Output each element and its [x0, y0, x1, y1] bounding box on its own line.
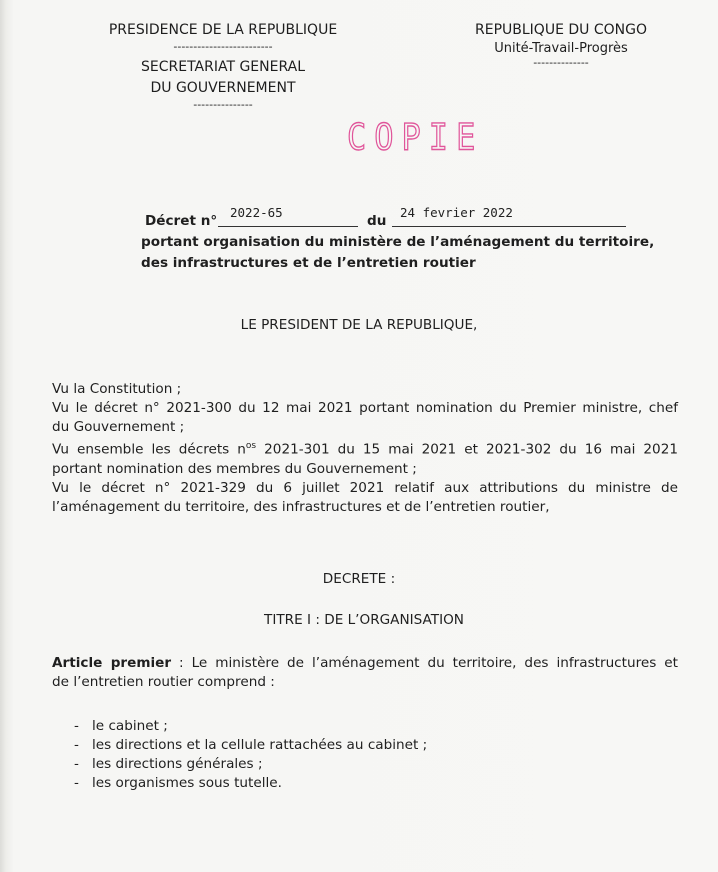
article-premier-line1 [52, 654, 678, 673]
decree-title-line2: des infrastructures et de l’entretien routier [141, 255, 476, 271]
decree-number-label: Décret n° [145, 213, 218, 229]
visas-block [52, 380, 678, 517]
decree-date-underline [392, 226, 626, 227]
header-right-separator: -------------- [533, 56, 589, 69]
visa-decrets-301-302-line1 [52, 437, 678, 460]
header-left-line3: DU GOUVERNEMENT [150, 80, 296, 96]
article-premier-line2: de l’entretien routier comprend : [52, 674, 275, 690]
list-item: - les directions générales ; [70, 755, 630, 774]
header-left-line1: PRESIDENCE DE LA REPUBLIQUE [108, 22, 338, 38]
visa-decret-329-line2: l’aménagement du territoire, des infrastructures et de l’entretien routier, [52, 498, 550, 515]
visa-decrets-301-302-line2: portant nomination des membres du Gouvernement ; [52, 460, 417, 477]
header-left-separator: ------------------------- [173, 40, 273, 53]
article-premier-text-1: : Le ministère de l’aménagement du territoire, des infrastructures et [171, 655, 678, 671]
list-item: - les directions et la cellule rattachées au cabinet ; [70, 736, 630, 755]
president-heading: LE PRESIDENT DE LA REPUBLIQUE, [240, 317, 478, 333]
article-premier-label: Article premier [52, 655, 172, 671]
article-list [70, 717, 630, 793]
visa-decret-300-line1: Vu le décret n° 2021-300 du 12 mai 2021 portant nomination du Premier ministre, chef [52, 400, 678, 416]
header-right-motto: Unité-Travail-Progrès [494, 41, 628, 56]
visa-constitution: Vu la Constitution ; [52, 381, 182, 397]
decrete-heading: DECRETE : [322, 571, 396, 587]
article-premier [52, 654, 678, 692]
visa-decret-329-line1: Vu le décret n° 2021-329 du 6 juillet 2021 relatif aux attributions du ministre de [52, 479, 678, 496]
decree-date: 24 fevrier 2022 [400, 205, 513, 220]
header-right-line1: REPUBLIQUE DU CONGO [475, 22, 647, 38]
visa-decret-300-line2: du Gouvernement ; [52, 419, 185, 435]
list-item: - le cabinet ; [70, 717, 630, 736]
visa-decrets-part-b: 2021-301 du 15 mai 2021 et 2021-302 du 16 mai 2021 [256, 441, 678, 458]
copie-stamp: COPIE [347, 115, 484, 159]
header-left-separator-2: --------------- [193, 98, 253, 111]
header-left-line2: SECRETARIAT GENERAL [140, 59, 306, 75]
decree-number: 2022-65 [230, 205, 283, 220]
titre-heading: TITRE I : DE L’ORGANISATION [264, 612, 464, 628]
decree-number-underline [218, 226, 358, 227]
header-right [458, 22, 664, 69]
visa-decrets-part-a: Vu ensemble les décrets n [52, 441, 246, 458]
decree-date-label: du [367, 213, 387, 229]
list-item: - les organismes sous tutelle. [70, 774, 630, 793]
header-left [88, 22, 358, 111]
decree-title-line1: portant organisation du ministère de l’aménagement du territoire, [141, 234, 655, 250]
visa-decrets-superscript: os [245, 441, 257, 451]
